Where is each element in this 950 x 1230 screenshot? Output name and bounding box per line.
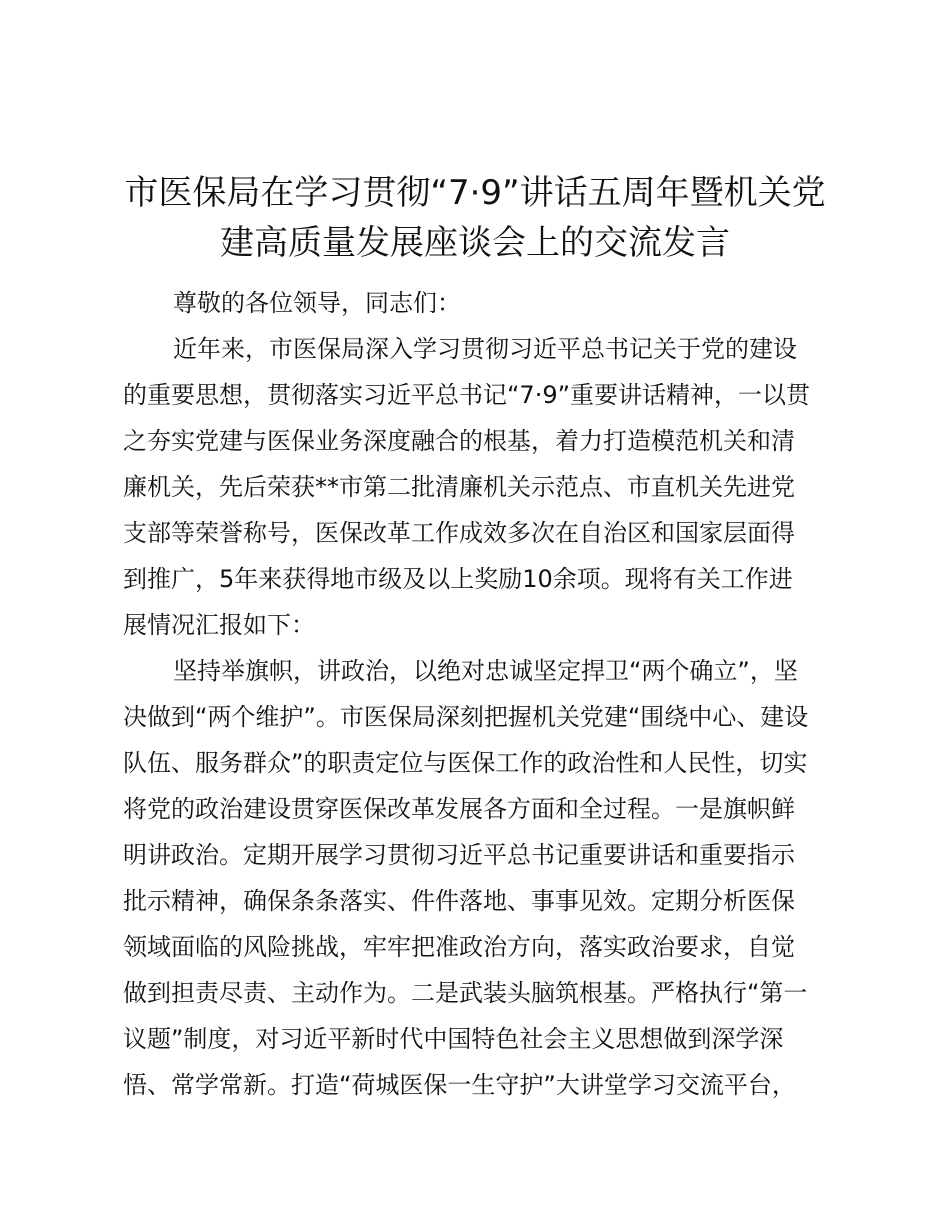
- paragraph-line: 之夯实党建与医保业务深度融合的根基，着力打造模范机关和清: [123, 427, 795, 455]
- paragraph-line: 悟、常学常新。打造“荷城医保一生守护”大讲堂学习交流平台，: [123, 1071, 796, 1099]
- paragraph-line: 决做到“两个维护”。市医保局深刻把握机关党建“围绕中心、建设: [123, 703, 809, 731]
- document-body: [123, 280, 833, 1108]
- document-title: [110, 168, 840, 268]
- paragraph-line: 将党的政治建设贯穿医保改革发展各方面和全过程。一是旗帜鲜: [123, 795, 795, 823]
- paragraph-line: 议题”制度，对习近平新时代中国特色社会主义思想做到深学深: [123, 1025, 784, 1053]
- paragraph-line: 廉机关，先后荣获**市第二批清廉机关示范点、市直机关先进党: [123, 473, 795, 501]
- paragraph-line: 明讲政治。定期开展学习贯彻习近平总书记重要讲话和重要指示: [123, 841, 795, 869]
- paragraph-line: 展情况汇报如下：: [123, 611, 315, 639]
- paragraph-line: 领域面临的风险挑战，牢牢把准政治方向，落实政治要求，自觉: [123, 933, 795, 961]
- paragraph-line: 近年来，市医保局深入学习贯彻习近平总书记关于党的建设: [173, 335, 797, 363]
- title-line: 建高质量发展座谈会上的交流发言: [220, 223, 730, 263]
- title-line: 市医保局在学习贯彻“7·9”讲话五周年暨机关党: [124, 173, 826, 213]
- paragraph-line: 坚持举旗帜，讲政治，以绝对忠诚坚定捍卫“两个确立”，坚: [173, 657, 798, 685]
- paragraph-line: 的重要思想，贯彻落实习近平总书记“7·9”重要讲话精神，一以贯: [123, 381, 811, 409]
- paragraph-line: 队伍、服务群众”的职责定位与医保工作的政治性和人民性，切实: [123, 749, 808, 777]
- paragraph-line: 到推广，5年来获得地市级及以上奖励10余项。现将有关工作进: [123, 565, 793, 593]
- paragraph-line: 做到担责尽责、主动作为。二是武装头脑筑根基。严格执行“第一: [123, 979, 808, 1007]
- salutation: 尊敬的各位领导，同志们：: [173, 289, 461, 317]
- paragraph-line: 支部等荣誉称号，医保改革工作成效多次在自治区和国家层面得: [123, 519, 795, 547]
- paragraph-line: 批示精神，确保条条落实、件件落地、事事见效。定期分析医保: [123, 887, 795, 915]
